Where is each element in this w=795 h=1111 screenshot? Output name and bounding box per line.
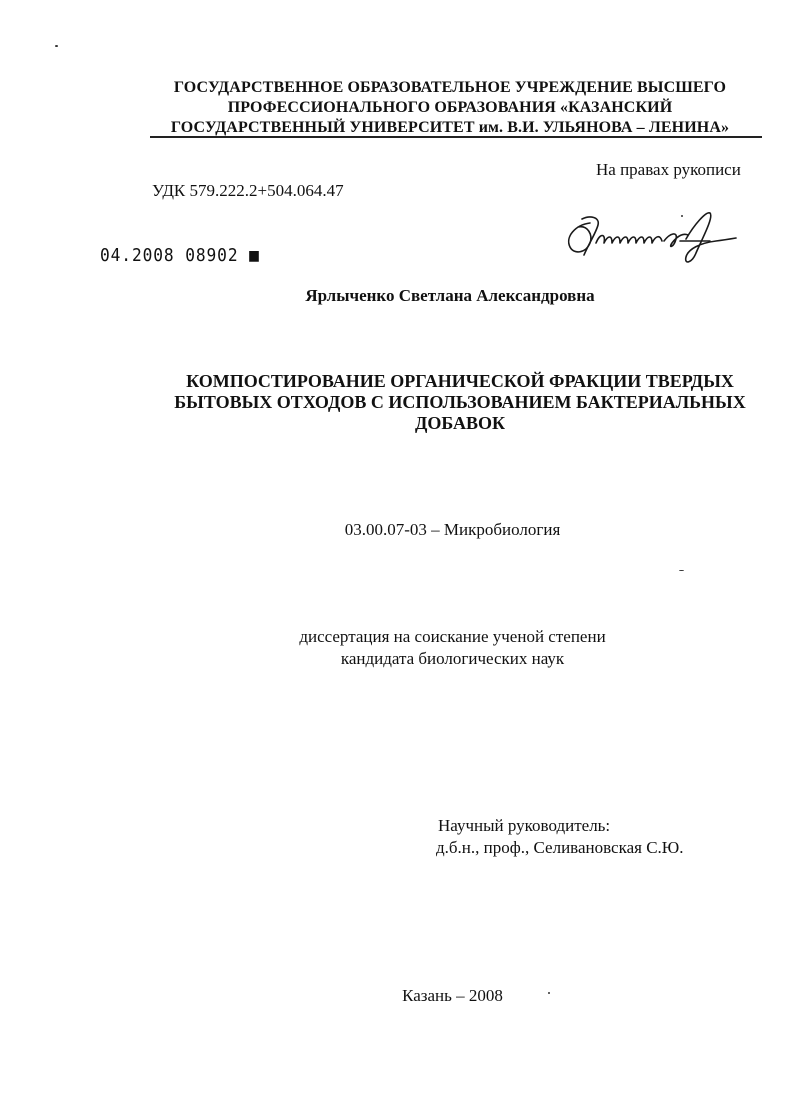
author-name: Ярлыченко Светлана Александровна (305, 286, 595, 305)
supervisor-label: Научный руководитель: (438, 816, 611, 835)
institution-line-2: ПРОФЕССИОНАЛЬНОГО ОБРАЗОВАНИЯ «КАЗАНСКИЙ (227, 99, 673, 116)
institution-line-3: ГОСУДАРСТВЕННЫЙ УНИВЕРСИТЕТ им. В.И. УЛЬЯНОВА – ЛЕНИНА» (170, 119, 730, 136)
degree-statement (150, 626, 755, 670)
supervisor-block (438, 815, 684, 859)
dissertation-title (120, 371, 795, 434)
city-year: Казань – 2008 (402, 986, 503, 1005)
scan-speck (55, 45, 58, 47)
title-line-2: БЫТОВЫХ ОТХОДОВ С ИСПОЛЬЗОВАНИЕМ БАКТЕРИАЛЬНЫХ (174, 392, 746, 412)
stamp-text: 04.2008 08902 (100, 245, 239, 266)
supervisor-name: д.б.н., проф., Селивановская С.Ю. (436, 838, 684, 857)
institution-line-1: ГОСУДАРСТВЕННОЕ ОБРАЗОВАТЕЛЬНОЕ УЧРЕЖДЕНИЕ ВЫСШЕГО (173, 79, 727, 96)
institution-header (130, 78, 770, 138)
scan-speck (679, 570, 684, 571)
handwritten-signature (560, 205, 740, 270)
manuscript-rights-note: На правах рукописи (596, 160, 741, 179)
degree-line-1: диссертация на соискание ученой степени (299, 627, 606, 646)
header-divider (150, 136, 762, 138)
specialty-code: 03.00.07-03 – Микробиология (344, 520, 561, 539)
title-line-3: ДОБАВОК (414, 413, 506, 433)
title-line-1: КОМПОСТИРОВАНИЕ ОРГАНИЧЕСКОЙ ФРАКЦИИ ТВЕРДЫХ (186, 371, 734, 391)
library-stamp-number (100, 245, 260, 266)
udk-code: УДК 579.222.2+504.064.47 (152, 181, 344, 200)
degree-line-2: кандидата биологических наук (340, 649, 565, 668)
stamp-dot: ■ (249, 245, 260, 266)
